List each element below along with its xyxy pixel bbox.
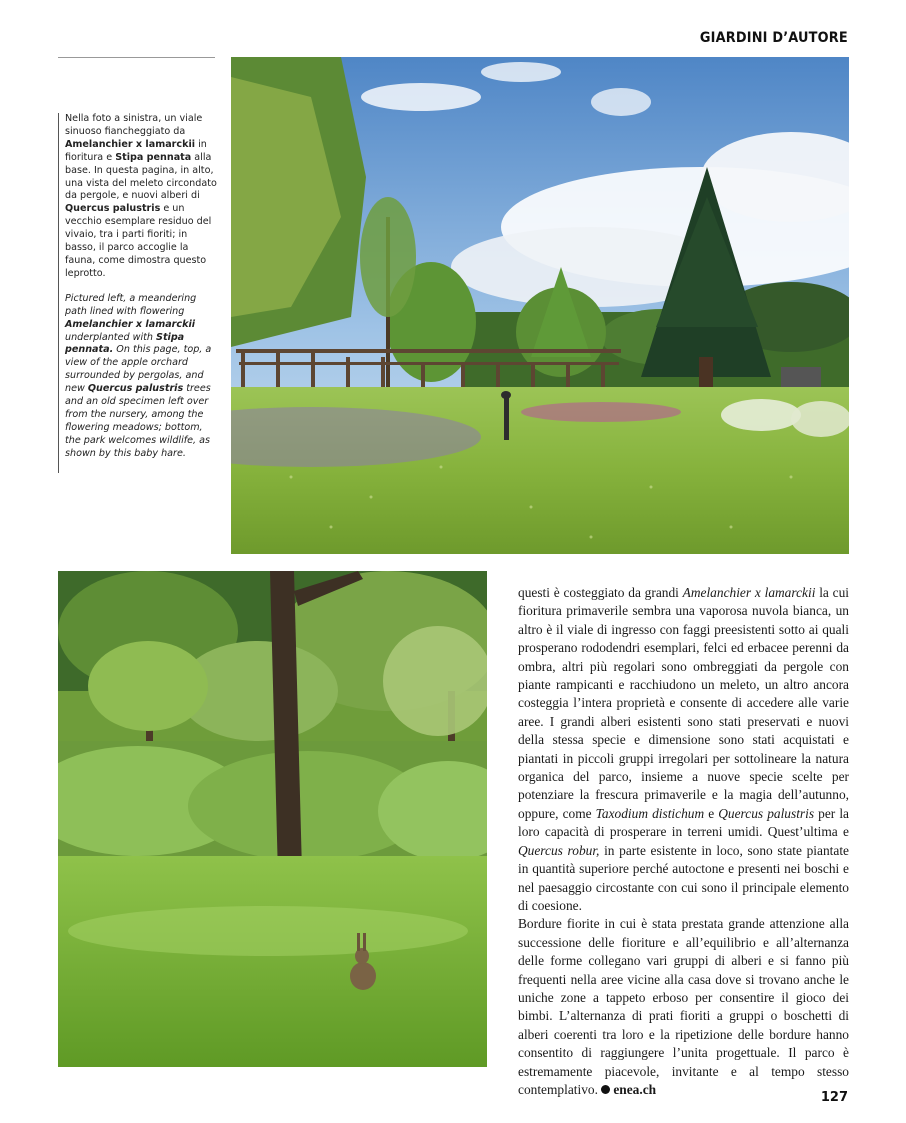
section-title: GIARDINI D’AUTORE — [700, 30, 848, 46]
garden-meadow-photo — [231, 57, 849, 554]
photo-caption — [58, 113, 218, 473]
article-body — [518, 584, 849, 1099]
article-paragraph-1: questi è costeggiato da grandi Amelanchier x lamarckii la cui fioritura primaverile sembra una vaporosa nuvola bianca, un altro è il viale di ingresso con faggi preesistenti sotto ai quali prosperano rododendri esemplari, felci ed erbacee perenni da ombra, altri più regolari sono ombreggiati da pergole con piante rampicanti e racchiudono un meleto, un altro ancora costeggia l’intera proprietà e consente di accedere alle varie aree. I grandi alberi esistenti sono stati preservati e nuovi della stessa specie e dimensione sono stati acquistati e piantati in piccoli gruppi irregolari per sottolineare la natura organica del parco, insieme a nuove specie scelte per potenziare la frescura primaverile e la magia dell’autunno, oppure, come Taxodium distichum e Quercus palustris per la loro capacità di prosperare in terreni umidi. Quest’ultima e Quercus robur, in parte esistente in loco, sono state piantate in quantità superiore perché autoctone e presenti nei boschi e nel paesaggio circostante con cui sono il principale elemento di coesione. — [518, 585, 850, 913]
caption-italian: Nella foto a sinistra, un viale sinuoso fiancheggiato da Amelanchier x lamarckii in fioritura e Stipa pennata alla base. In questa pagina, in alto, una vista del meleto circondato da pergole, e nuovi alberi di Quercus palustris e un vecchio esemplare residuo del vivaio, tra i parti fioriti; in basso, il parco accoglie la fauna, come dimostra questo leprotto. — [65, 113, 217, 279]
caption-divider — [58, 57, 215, 58]
article-paragraph-2: Bordure fiorite in cui è stata prestata grande attenzione alla successione delle fioriture e all’equilibrio e all’alternanza delle forme collegano vari gruppi di alberi e si fanno più frequenti nella aree vicine alla casa dove si trovano anche le uniche zone a tappeto erboso per consentire il gioco dei bimbi. L’alternanza di prati fioriti a gruppi o boschetti di alberi coerenti tra loro e la ripetizione delle bordure hanno consentito di raggiungere l’unita progettuale. Il parco è estremamente piacevole, invitante e al tempo stesso contemplativo. enea.ch — [518, 916, 849, 1097]
end-bullet-icon — [601, 1085, 610, 1094]
page-number: 127 — [820, 1090, 848, 1105]
caption-english: Pictured left, a meandering path lined with flowering Amelanchier x lamarckii underplanted with Stipa pennata. On this page, top, a view of the apple orchard surrounded by pergolas, and new Quercus palustris trees and an old specimen left over from the nursery, among the flowering meadows; bottom, the park welcomes wildlife, as shown by this baby hare. — [65, 292, 212, 459]
source-link[interactable]: enea.ch — [613, 1081, 657, 1097]
hare-orchard-photo — [58, 571, 487, 1067]
